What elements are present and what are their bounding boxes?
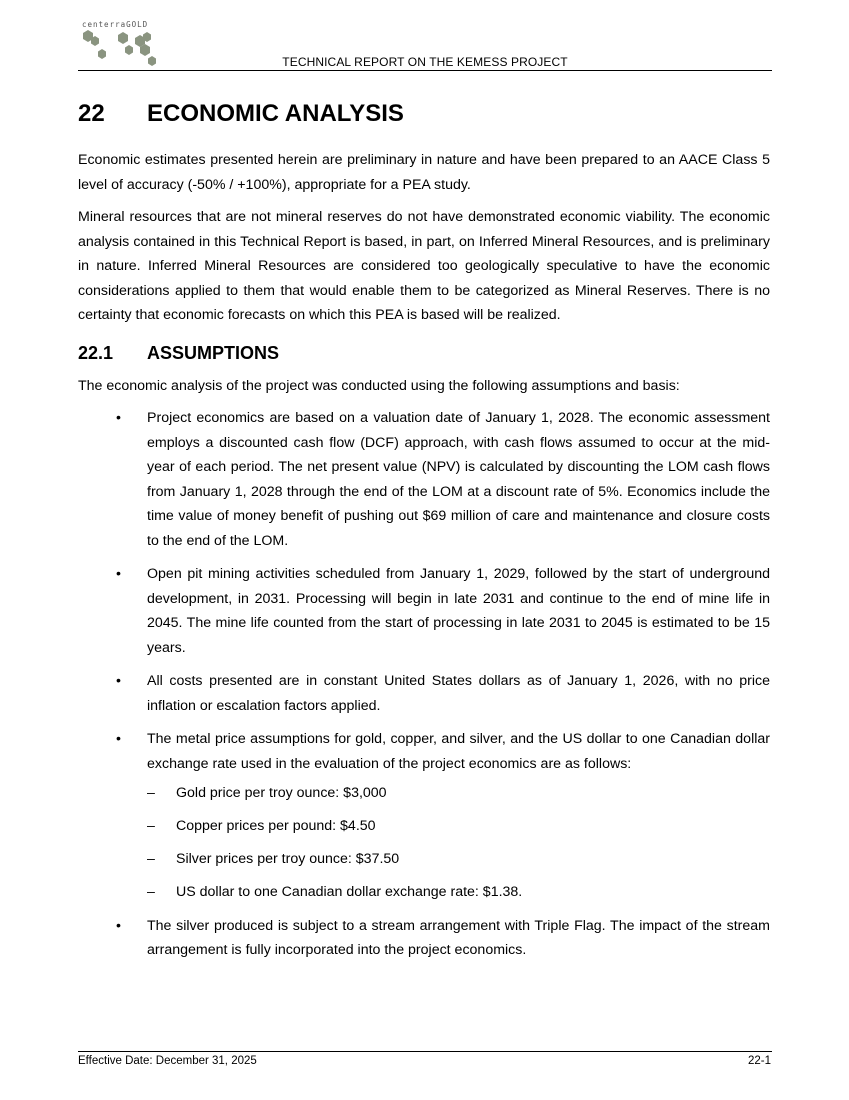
subsection-title: ASSUMPTIONS bbox=[147, 342, 280, 363]
header-divider bbox=[78, 70, 772, 71]
bullet-glyph: • bbox=[116, 410, 121, 426]
logo-wordmark: centerraGOLD bbox=[82, 20, 149, 29]
price-text: Gold price per troy ounce: $3,000 bbox=[176, 785, 387, 801]
bullet-text: All costs presented are in constant United States dollars as of January 1, 2026, with no price inflation or escalation factors applied. bbox=[147, 673, 770, 714]
list-item bbox=[78, 669, 770, 718]
effective-date: Effective Date: December 31, 2025 bbox=[78, 1055, 257, 1067]
bullet-glyph: • bbox=[116, 731, 121, 747]
list-item bbox=[78, 727, 770, 905]
page-number: 22-1 bbox=[747, 1055, 771, 1067]
list-item bbox=[78, 406, 770, 553]
bullet-glyph: • bbox=[116, 566, 121, 582]
bullet-text: Project economics are based on a valuation date of January 1, 2028. The economic assessment employs a discounted cash flow (DCF) approach, with cash flows assumed to occur at the mid-year of each period. The net present value (NPV) is calculated by discounting the LOM cash flows from January 1, 2028 through the end of the LOM at a discount rate of 5%. Economics include the time value of money benefit of pushing out $69 million of care and maintenance and closure costs to the end of the LOM. bbox=[147, 410, 770, 549]
assumptions-list bbox=[78, 406, 770, 963]
bullet-glyph: • bbox=[116, 917, 121, 934]
price-text: Copper prices per pound: $4.50 bbox=[176, 818, 376, 834]
price-item bbox=[147, 814, 770, 839]
price-text: US dollar to one Canadian dollar exchange rate: $1.38. bbox=[176, 884, 523, 900]
paragraph-resources: Mineral resources that are not mineral reserves do not have demonstrated economic viability. The economic analysis contained in this Technical Report is based, in part, on Inferred Mineral Resources, and is preliminary in nature. Inferred Mineral Resources are considered too geologically speculative to have the economic considerations applied to them that would enable them to be categorized as Mineral Reserves. There is no certainty that economic forecasts on which this PEA is based will be realized. bbox=[78, 209, 770, 323]
assumptions-intro: The economic analysis of the project was conducted using the following assumptions and basis: bbox=[78, 377, 680, 394]
list-item bbox=[78, 562, 770, 660]
page-content bbox=[78, 96, 770, 972]
bullet-glyph: • bbox=[116, 673, 121, 689]
dash-glyph: – bbox=[147, 851, 155, 867]
bullet-text: The metal price assumptions for gold, copper, and silver, and the US dollar to one Canadian dollar exchange rate used in the evaluation of the project economics are as follows: bbox=[147, 731, 770, 772]
report-title: TECHNICAL REPORT ON THE KEMESS PROJECT bbox=[282, 55, 568, 69]
price-list bbox=[147, 781, 770, 905]
section-heading bbox=[78, 96, 770, 132]
list-item bbox=[78, 914, 770, 963]
bullet-text: The silver produced is subject to a stream arrangement with Triple Flag. The impact of the stream arrangement is fully incorporated into the project economics. bbox=[147, 917, 770, 958]
price-text: Silver prices per troy ounce: $37.50 bbox=[176, 851, 400, 867]
subsection-number: 22.1 bbox=[78, 342, 114, 363]
bullet-text: Open pit mining activities scheduled from January 1, 2029, followed by the start of underground development, in 2031. Processing will begin in late 2031 and continue to the end of mine life in 2045. The mine life counted from the start of processing in late 2031 to 2045 is estimated to be 15 years. bbox=[147, 566, 770, 656]
paragraph-accuracy: Economic estimates presented herein are preliminary in nature and have been prepared to an AACE Class 5 level of accuracy (-50% / +100%), appropriate for a PEA study. bbox=[78, 152, 770, 193]
dash-glyph: – bbox=[147, 785, 155, 801]
dash-glyph: – bbox=[147, 884, 155, 900]
section-number: 22 bbox=[78, 100, 105, 127]
price-item bbox=[147, 781, 770, 806]
footer-divider bbox=[78, 1051, 772, 1052]
subsection-heading bbox=[78, 342, 770, 364]
dash-glyph: – bbox=[147, 818, 155, 834]
price-item bbox=[147, 880, 770, 905]
price-item bbox=[147, 847, 770, 872]
section-title: ECONOMIC ANALYSIS bbox=[147, 100, 404, 127]
